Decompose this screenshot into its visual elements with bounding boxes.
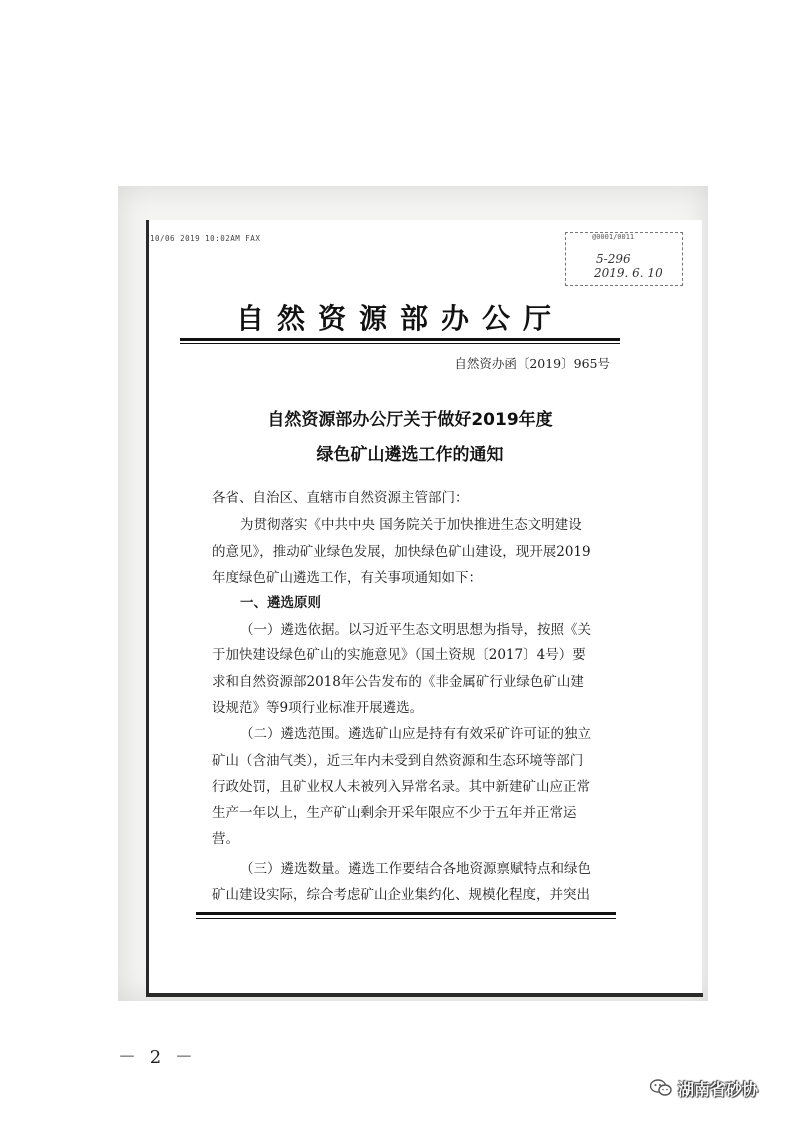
- section-heading: 一、遴选原则: [240, 595, 321, 611]
- body-line: 的意见》，推动矿业绿色发展，加快绿色矿山建设，现开展2019: [212, 544, 591, 560]
- page-number: － 2 －: [118, 1047, 197, 1068]
- header-rule-thick: [180, 338, 620, 341]
- body-line: 营。: [212, 831, 239, 847]
- body-line: 设规范》等9项行业标准开展遴选。: [212, 700, 424, 716]
- body-line: 行政处罚，且矿业权人未被列入异常名录。其中新建矿山应正常: [212, 779, 590, 795]
- body-line: 矿山建设实际，综合考虑矿山企业集约化、规模化程度，并突出: [212, 887, 590, 903]
- body-line: 于加快建设绿色矿山的实施意见》（国土资规〔2017〕4号）要: [212, 647, 586, 663]
- sheet-bottom-edge: [146, 993, 703, 997]
- document-number: 自然资办函〔2019〕965号: [454, 356, 610, 371]
- watermark-text: 湖南省砂协: [678, 1079, 759, 1099]
- body-line: 生产一年以上，生产矿山剩余开采年限应不少于五年并正常运: [212, 805, 577, 821]
- body-line: 求和自然资源部2018年公告发布的《非金属矿行业绿色矿山建: [212, 674, 584, 690]
- body-line: （一）遴选依据。以习近平生态文明思想为指导，按照《关: [240, 622, 591, 638]
- body-line: （三）遴选数量。遴选工作要结合各地资源禀赋特点和绿色: [240, 861, 591, 877]
- stamp-serial: @0001/0011: [592, 233, 635, 241]
- body-line: 为贯彻落实《中共中央 国务院关于加快推进生态文明建设: [240, 517, 582, 533]
- fax-header: 10/06 2019 10:02AM FAX: [150, 234, 261, 243]
- document-title-line-1: 自然资源部办公厅关于做好2019年度: [267, 410, 553, 430]
- source-watermark: [650, 1076, 758, 1100]
- body-line: 矿山（含油气类），近三年内未受到自然资源和生态环境等部门: [212, 753, 584, 769]
- wechat-icon: [650, 1079, 672, 1097]
- body-line: 年度绿色矿山遴选工作，有关事项通知如下：: [212, 570, 482, 586]
- handwritten-number: 5-296: [596, 252, 631, 266]
- body-line: （二）遴选范围。遴选矿山应是持有有效采矿许可证的独立: [240, 726, 591, 742]
- header-rule-thin: [180, 343, 620, 344]
- issuing-organization: 自然资源部办公厅: [235, 302, 564, 335]
- footer-rule-thin: [196, 918, 616, 919]
- handwritten-date: 2019. 6. 10: [594, 266, 663, 280]
- document-title-line-2: 绿色矿山遴选工作的通知: [316, 445, 504, 465]
- body-line: 各省、自治区、直辖市自然资源主管部门：: [212, 490, 469, 506]
- footer-rule-thick: [196, 912, 616, 915]
